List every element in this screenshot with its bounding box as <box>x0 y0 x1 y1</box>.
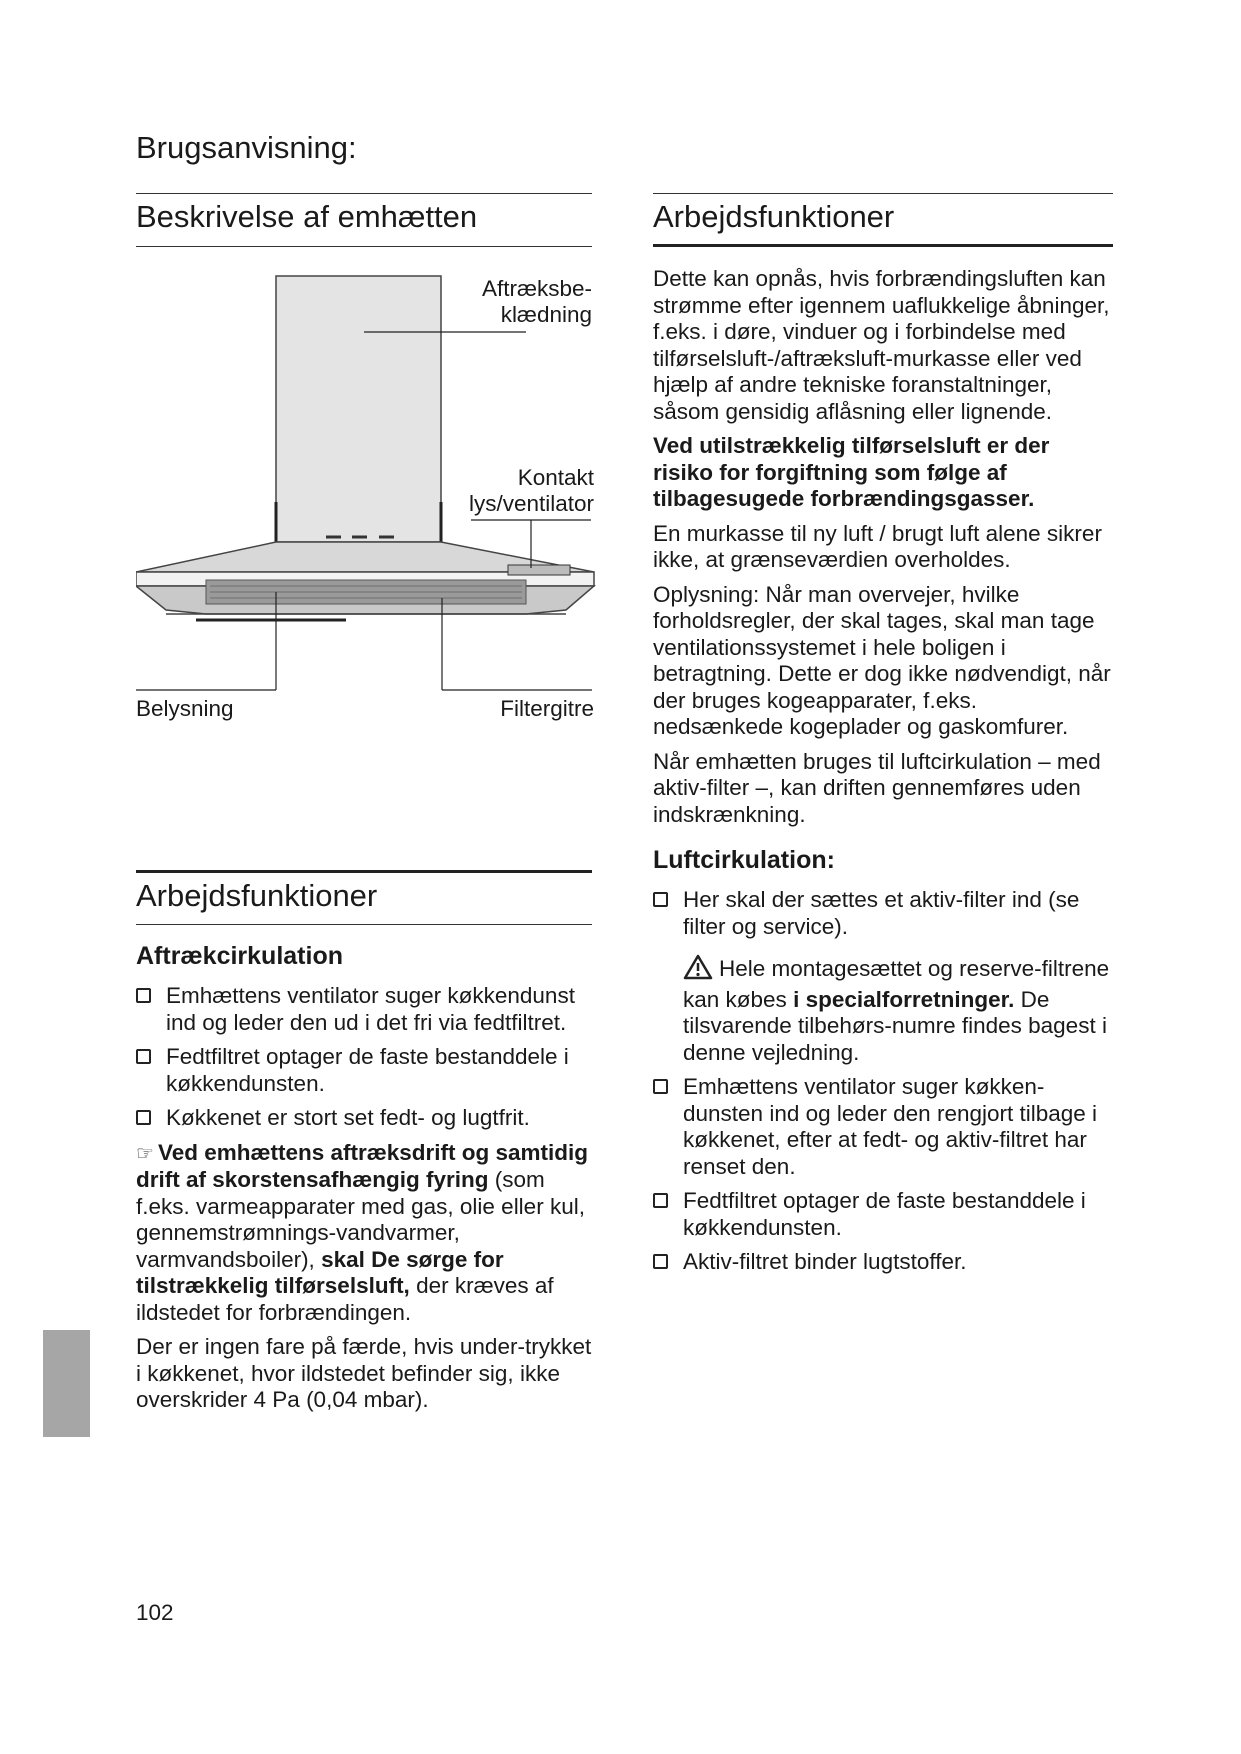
exhaust-section <box>136 942 592 1422</box>
pointing-hand-icon: ☞ <box>136 1142 154 1165</box>
list-item <box>653 887 1113 940</box>
list-item-text: Aktiv-filtret binder lugtstoffer. <box>683 1249 967 1274</box>
divider <box>653 193 1113 194</box>
divider <box>136 193 592 194</box>
checkbox-icon <box>653 892 668 907</box>
right-column-text <box>653 266 1113 1284</box>
paragraph-pressure: Der er ingen fare på færde, hvis under-trykket i køkkenet, hvor ildstedet befinder sig, ikke overskrider 4 Pa (0,04 mbar). <box>136 1334 592 1412</box>
checkbox-icon <box>136 1049 151 1064</box>
note-chimney-warning: ☞ Ved emhættens aftræksdrift og samtidig drift af skorstensafhængig fyring (som f.eks. varmeapparater med gas, olie eller kul, gennemstrømnings-vandvarmer, varmvandsboiler), skal De sørge for tilstrækkelig tilførselsluft, der kræves af ildstedet for forbrændingen. <box>136 1139 589 1325</box>
list-item <box>653 1188 1113 1241</box>
list-item-text: Her skal der sættes et aktiv-filter ind (se filter og service). <box>683 887 1080 939</box>
checkbox-icon <box>653 1079 668 1094</box>
page-number: 102 <box>136 1600 174 1625</box>
paragraph-5: Når emhætten bruges til luftcirkulation – med aktiv-filter –, kan driften gennemføres uden indskrænkning. <box>653 748 1101 827</box>
note-accessories: Hele montagesættet og reserve-filtrene kan købes i specialforretninger. De tilsvarende tilbehørs-numre findes bagest i denne vejledning. <box>683 956 1110 1065</box>
list-item <box>136 1044 592 1097</box>
section-heading-functions-right: Arbejdsfunktioner <box>653 199 895 234</box>
checkbox-icon <box>653 1254 668 1269</box>
checkbox-icon <box>136 988 151 1003</box>
paragraph-1: Dette kan opnås, hvis forbrændingsluften kan strømme efter igennem uaflukkelige åbninger, f.eks. i døre, vinduer og i forbindelse med tilførselsluft-/aftræksluft-murkasse eller ved hjælp af andre tekniske foranstaltninger, såsom gensidig aflåsning eller lignende. <box>653 266 1110 424</box>
label-chimney-line1: Aftræksbe- <box>481 276 592 301</box>
label-switch-line2: lys/ventilator <box>468 491 594 516</box>
divider <box>136 924 592 925</box>
checkbox-icon <box>653 1193 668 1208</box>
list-item <box>653 1249 1113 1276</box>
list-item <box>136 1105 592 1132</box>
page-title: Brugsanvisning: <box>136 130 357 165</box>
subheading-recirculation: Luftcirkulation: <box>653 846 835 874</box>
section-thumb-tab <box>43 1330 90 1437</box>
list-item-text: Fedtfiltret optager de faste bestanddele i køkkendunsten. <box>683 1188 1086 1240</box>
list-item <box>653 1074 1113 1180</box>
section-heading-functions: Arbejdsfunktioner <box>136 878 378 913</box>
paragraph-4: Oplysning: Når man overvejer, hvilke forholdsregler, der skal tages, skal man tage ventilationssystemet i hele boligen i betragtning. Dette er dog ikke nødvendigt, når der bruges kogeapparater, f.eks. nedsænkede kogeplader og gaskomfurer. <box>653 581 1111 739</box>
warning-icon <box>683 954 713 987</box>
divider <box>136 246 592 247</box>
list-item-text: Emhættens ventilator suger køkkendunst ind og leder den ud i det fri via fedtfiltret. <box>166 983 575 1035</box>
label-chimney-line2: klædning <box>500 302 592 327</box>
divider <box>653 244 1113 247</box>
list-item <box>136 983 592 1036</box>
label-filter-grilles: Filtergitre <box>500 696 594 721</box>
paragraph-3: En murkasse til ny luft / brugt luft alene sikrer ikke, at grænseværdien overholdes. <box>653 520 1102 572</box>
section-heading-description: Beskrivelse af emhætten <box>136 199 478 234</box>
list-item-text: Fedtfiltret optager de faste bestanddele i køkkendunsten. <box>166 1044 569 1096</box>
subheading-exhaust: Aftrækcirkulation <box>136 942 343 970</box>
label-switch-line1: Kontakt <box>517 465 594 490</box>
label-lighting: Belysning <box>136 696 234 721</box>
list-item-text: Køkkenet er stort set fedt- og lugtfrit. <box>166 1105 530 1130</box>
divider <box>136 870 592 873</box>
paragraph-warning: Ved utilstrækkelig tilførselsluft er der risiko for forgiftning som følge af tilbagesugede forbrændingsgasser. <box>653 433 1050 511</box>
list-item-text: Emhættens ventilator suger køkken-dunsten ind og leder den rengjort tilbage i køkkenet, efter at fedt- og aktiv-filtret har renset den. <box>683 1074 1098 1179</box>
checkbox-icon <box>136 1110 151 1125</box>
